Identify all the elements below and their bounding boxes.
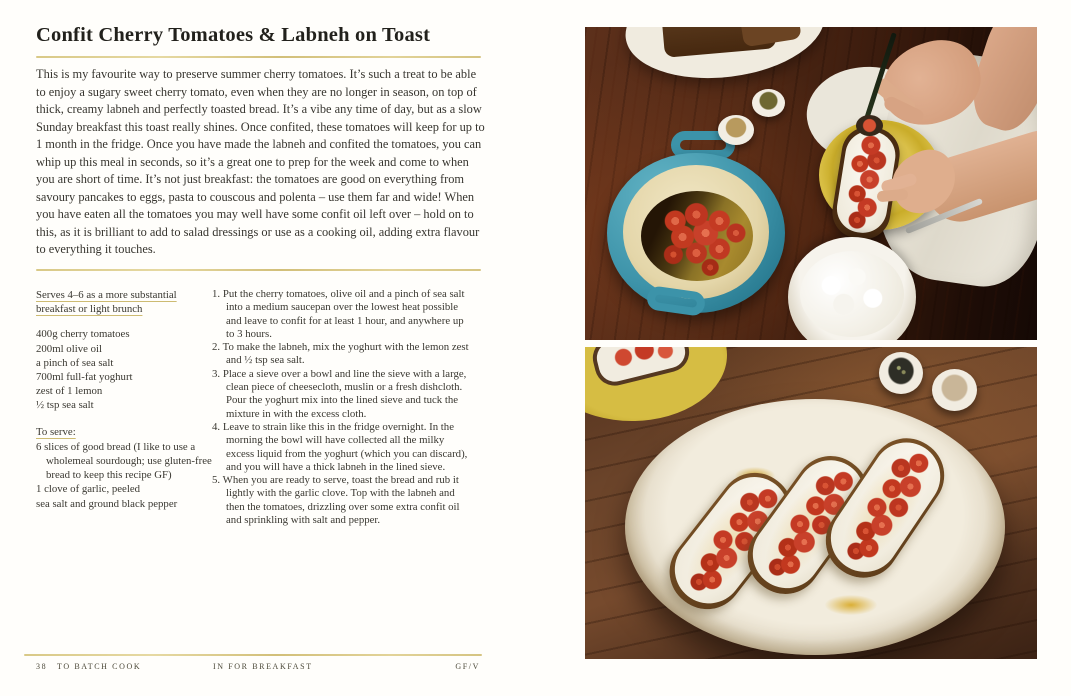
method-step: When you are ready to serve, toast the bread and rub it lightly with the garlic clove. Top with the labneh and then the tomatoes, drizzling over some extra confit oil and sprinkling with salt and pepper. (222, 474, 460, 527)
ingredients-column (36, 288, 212, 511)
ingredient-item: ½ tsp sea salt (36, 399, 94, 412)
recipe-title: Confit Cherry Tomatoes & Labneh on Toast (36, 24, 431, 46)
to-serve-heading: To serve: (36, 425, 76, 438)
footer-section-label: TO BATCH COOK (57, 662, 142, 671)
to-serve-item: 1 clove of garlic, peeled (36, 483, 141, 496)
to-serve-item: 6 slices of good bread (I like to use a wholemeal sourdough; use gluten-free bread to keep this recipe GF) (36, 440, 212, 482)
method-step: Leave to strain like this in the fridge overnight. In the morning the bowl will have collected all the milky excess liquid from the yoghurt (which you can discard), and you will have a thick labneh in the lined sieve. (222, 420, 468, 473)
spoon-bowl (856, 115, 883, 136)
serves-note: Serves 4–6 as a more substantial breakfast or light brunch (36, 289, 177, 316)
method-step: To make the labneh, mix the yoghurt with the lemon zest and ½ tsp sea salt. (222, 341, 469, 367)
ingredient-item: 400g cherry tomatoes (36, 328, 130, 341)
oil-drizzle (825, 595, 877, 615)
teal-dutch-oven (607, 143, 785, 313)
footer-chapter-label: IN FOR BREAKFAST (213, 662, 313, 671)
pepper-pinch-pot (879, 352, 923, 394)
labneh (800, 251, 904, 337)
page-footer (24, 654, 482, 678)
ingredient-item: a pinch of sea salt (36, 356, 114, 369)
salt-pinch-pot (932, 369, 977, 411)
method-column (212, 288, 474, 527)
dietary-badge: GF/V (455, 662, 480, 671)
title-divider (36, 56, 481, 58)
method-step: Put the cherry tomatoes, olive oil and a pinch of sea salt into a medium saucepan over the lowest heat possible and leave to confit for at least 1 hour, and anywhere up to 3 hours. (222, 288, 465, 340)
footer-divider (24, 654, 482, 656)
seasoning-pinch-pot (718, 115, 754, 145)
page-number: 38 (36, 662, 48, 671)
to-serve-list (36, 440, 212, 511)
method-steps (212, 288, 474, 527)
ingredient-list (36, 327, 212, 412)
section-divider (36, 269, 481, 271)
ingredient-item: 700ml full-fat yoghurt (36, 371, 133, 384)
recipe-intro: This is my favourite way to preserve summer cherry tomatoes. It’s such a treat to be able to enjoy a sugary sweet cherry tomato, even when they are no longer in season, on top of thick, creamy labneh and perfectly toasted bread. It’s a vibe any time of day, but as a slow Sunday breakfast this toast really shines. Once confited, these tomatoes will keep for up to 1 month in the fridge. Once you have made the labneh and confited the tomatoes, you can whip up this meal in seconds, so it’s a great one to prep for the week and come to when you are short of time. It’s not just breakfast: the tomatoes are good on everything from savoury pancakes to eggs, pasta to couscous and polenta – use them far and wide! When you have eaten all the tomatoes you may well have some confit oil left over – hold on to this, as it is brilliant to add to salad dressings or use as a cooking oil, adding extra flavour to everything it touches. (36, 67, 485, 256)
ingredient-item: 200ml olive oil (36, 342, 102, 355)
ingredient-item: zest of 1 lemon (36, 385, 103, 398)
labneh-bowl (788, 237, 916, 340)
photo-platter-scene (585, 347, 1037, 659)
confit-tomatoes (655, 197, 747, 277)
photo-prep-scene (585, 27, 1037, 340)
to-serve-item: sea salt and ground black pepper (36, 497, 178, 510)
seasoning-pinch-pot (752, 89, 785, 117)
method-step: Place a sieve over a bowl and line the sieve with a large, clean piece of cheesecloth, muslin or a fresh dishcloth. Pour the yoghurt mix into the lined sieve and tuck the mixture in with the excess cloth. (222, 367, 467, 420)
